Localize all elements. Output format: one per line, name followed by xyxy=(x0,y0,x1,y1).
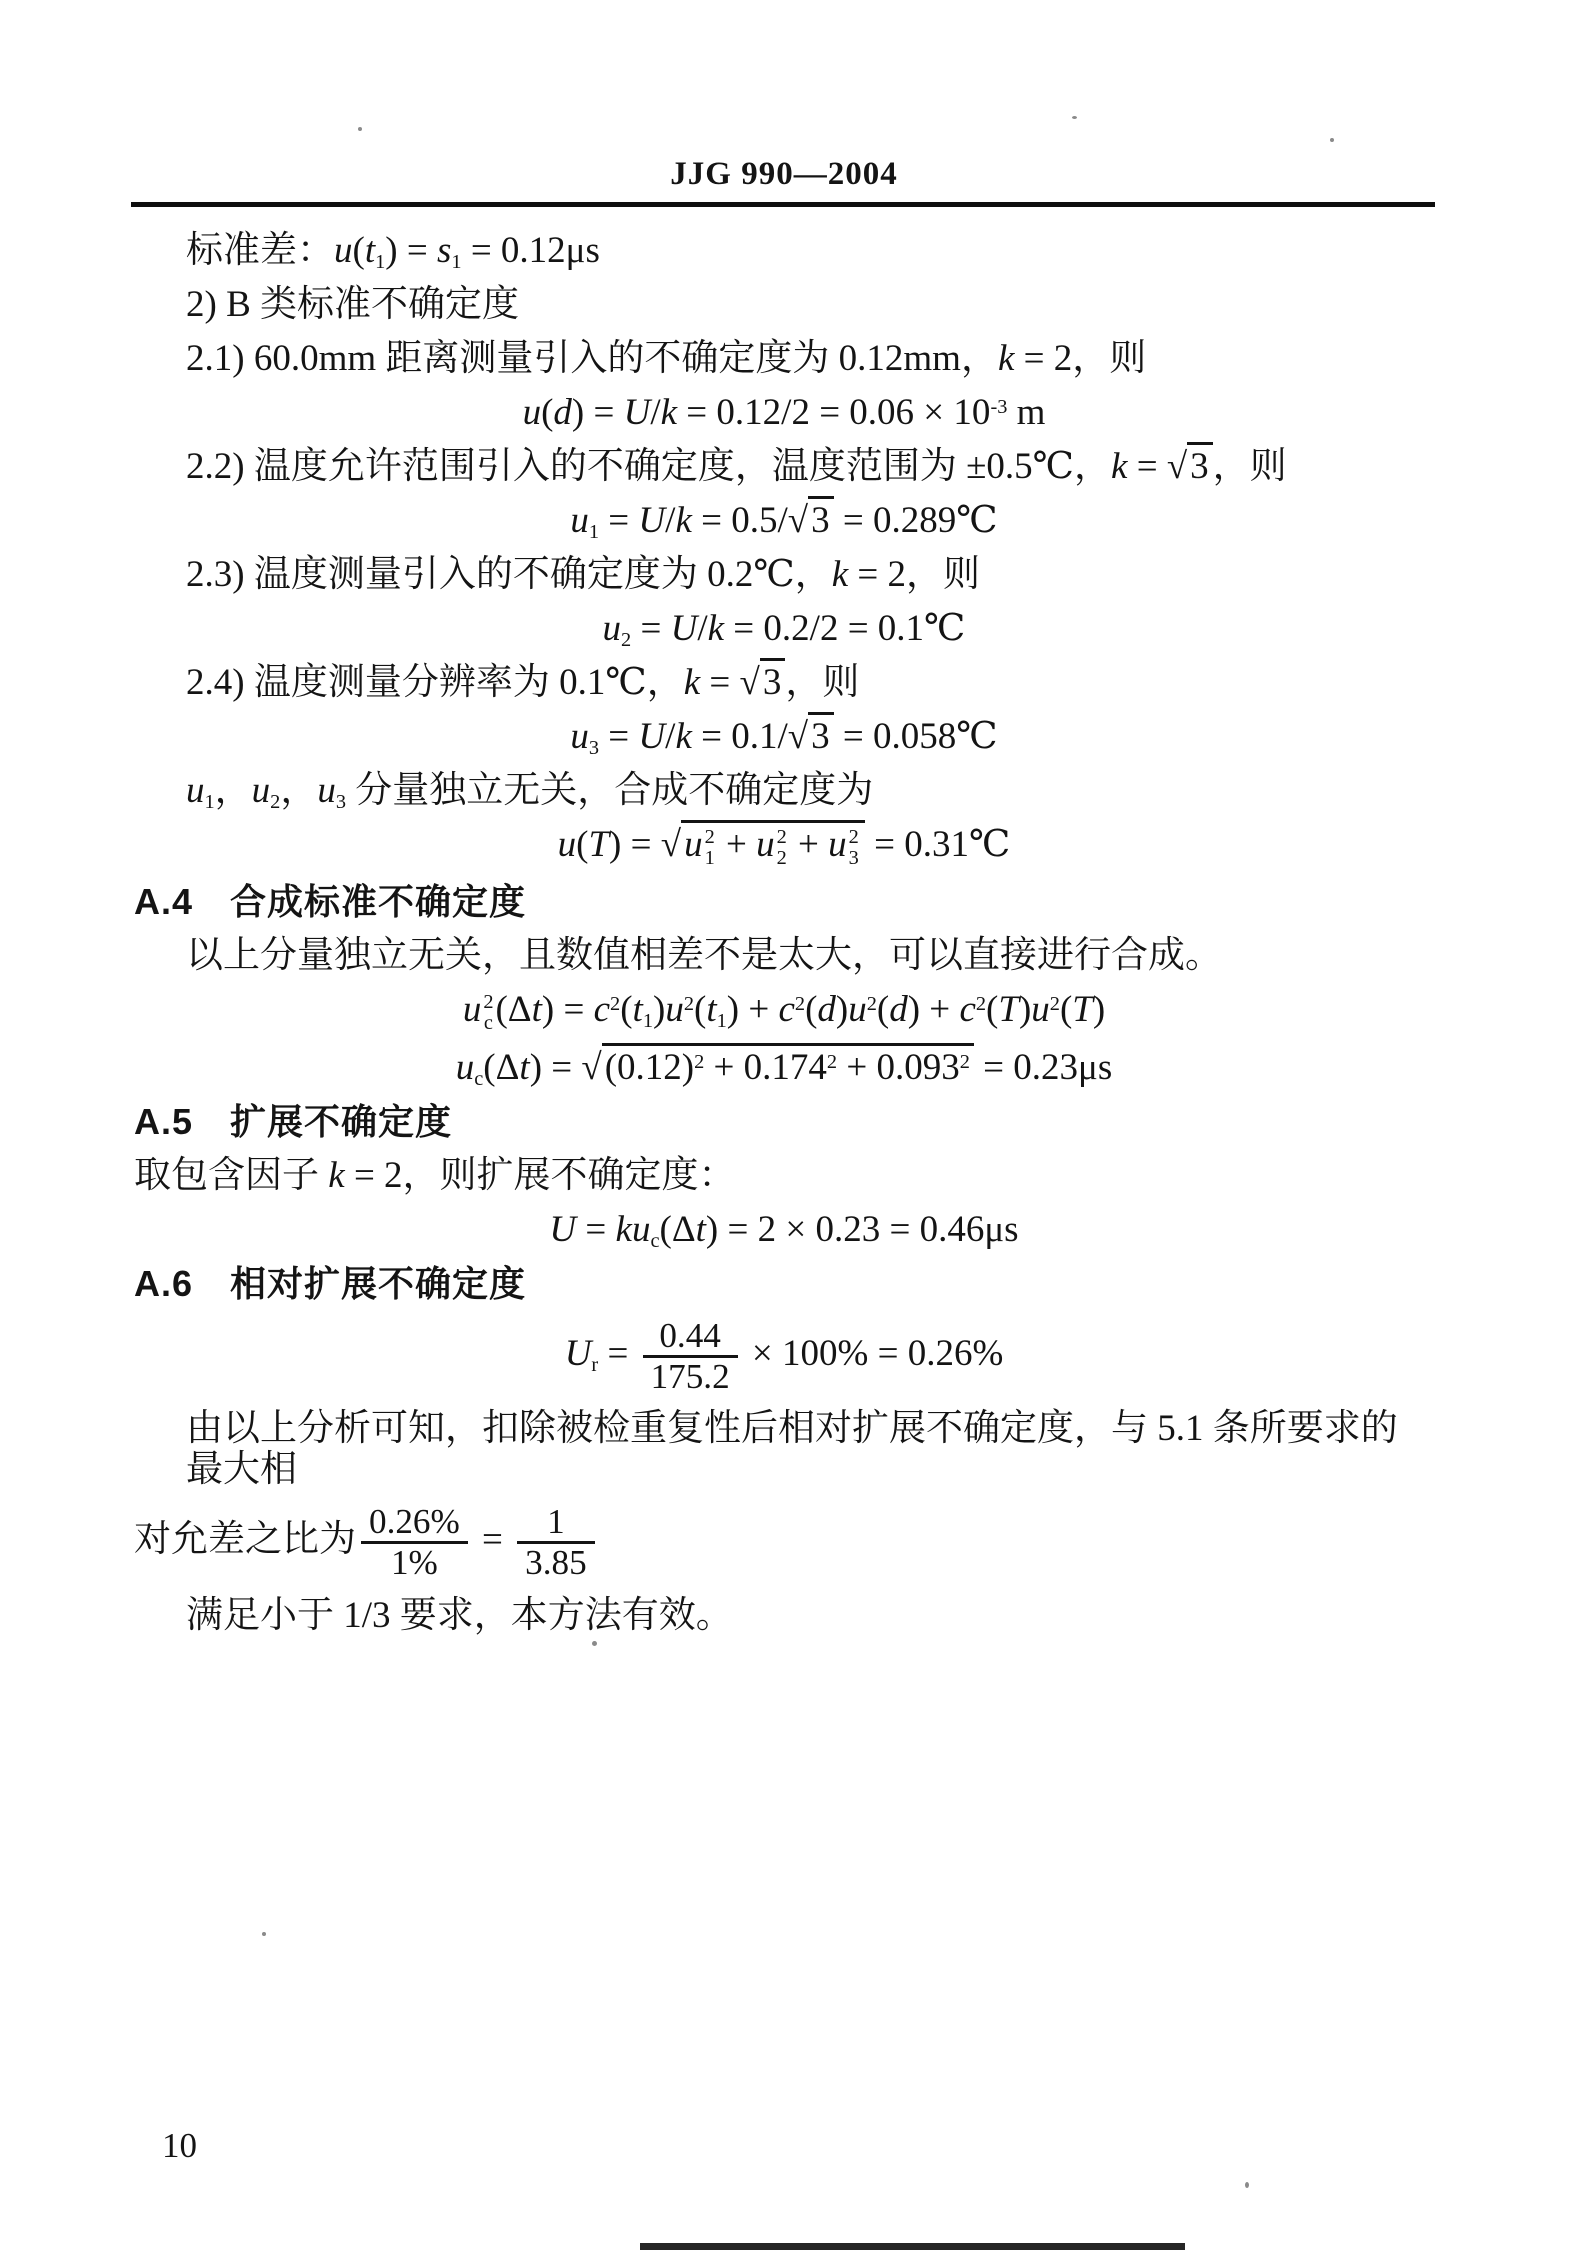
formula-u-d: $u(d) = U/k = 0.12/2 = 0.06 \times 10^{-3}$ m xyxy=(522,392,1046,433)
heading-a5: A.5 扩展不确定度 xyxy=(134,1100,453,1142)
scan-speck xyxy=(592,1641,597,1646)
heading-a6: A.6 相对扩展不确定度 xyxy=(134,1262,527,1304)
line-b-type-heading: 2) B 类标准不确定度 xyxy=(186,284,519,325)
formula-uc: $u_c(\Delta t) = √(0.12)^2 + 0.174^2 + 0.093^2 = 0.23\mu s$ xyxy=(134,1047,1434,1088)
scan-speck xyxy=(1245,2182,1249,2188)
page-number: 10 xyxy=(162,2126,197,2165)
scan-speck xyxy=(262,1932,266,1936)
line-components-independent: $u_1$，$u_2$，$u_3$ 分量独立无关，合成不确定度为 xyxy=(186,770,874,814)
scan-smudge xyxy=(640,2243,1185,2250)
line-2-1: 2.1) 60.0mm 距离测量引入的不确定度为 0.12mm，k = 2，则 xyxy=(186,338,1147,379)
formula-uc-squared: u 2 c $(\Delta t) = c^2(t_1)u^2(t_1) + c^2(d)u^2(d) + c^2(T)u^2(T)$ xyxy=(462,989,1106,1034)
line-coverage-factor: 取包含因子 k = 2，则扩展不确定度： xyxy=(134,1154,736,1196)
scan-speck xyxy=(1330,138,1334,142)
document-body xyxy=(134,230,1434,1649)
formula-U-expanded: $U = ku_c(\Delta t) = 2 \times 0.23 = 0.46\mu s$ xyxy=(549,1208,1019,1252)
line-combination-note: 以上分量独立无关，且数值相差不是太大，可以直接进行合成。 xyxy=(186,935,1222,977)
line-analysis-part2: 对允差之比为 $\frac{0.26\%}{1\%}$ = $\frac{1}{3.85}$ xyxy=(134,1503,1434,1582)
line-standard-deviation: 标准差：$u(t_1) = s_1 = 0.12\mu s$ xyxy=(186,230,600,274)
formula-u-T: u(T) = √u 2 1 + u 2 2 + u 2 3 = 0.31℃ xyxy=(134,824,1434,868)
scan-speck xyxy=(1072,116,1077,119)
formula-Ur: $U_r$ = $\frac{0.44}{175.2}$ × 100% = 0.26% xyxy=(564,1315,1004,1396)
header-rule xyxy=(131,202,1435,207)
formula-u2: $u_2 = U/k = 0.2/2$ = 0.1℃ xyxy=(602,608,966,652)
formula-u3: $u_3 = U/k = 0.1/√3$ = 0.058℃ xyxy=(134,716,1434,757)
line-analysis-part1: 由以上分析可知，扣除被检重复性后相对扩展不确定度，与 5.1 条所要求的最大相 xyxy=(186,1408,1398,1491)
line-2-4: 2.4) 温度测量分辨率为 0.1℃，k = √3 ，则 xyxy=(134,662,1434,703)
heading-a4: A.4 合成标准不确定度 xyxy=(134,881,527,923)
formula-u1: $u_1 = U/k = 0.5/√3$ = 0.289℃ xyxy=(134,500,1434,541)
document-code-header: JJG 990—2004 xyxy=(670,156,898,192)
line-conclusion: 满足小于 1/3 要求，本方法有效。 xyxy=(186,1595,733,1637)
scan-speck xyxy=(358,127,362,131)
line-2-2: 2.2) 温度允许范围引入的不确定度，温度范围为 ±0.5℃，k = √3 ，则 xyxy=(134,446,1434,487)
line-2-3: 2.3) 温度测量引入的不确定度为 0.2℃，k = 2，则 xyxy=(186,554,981,595)
